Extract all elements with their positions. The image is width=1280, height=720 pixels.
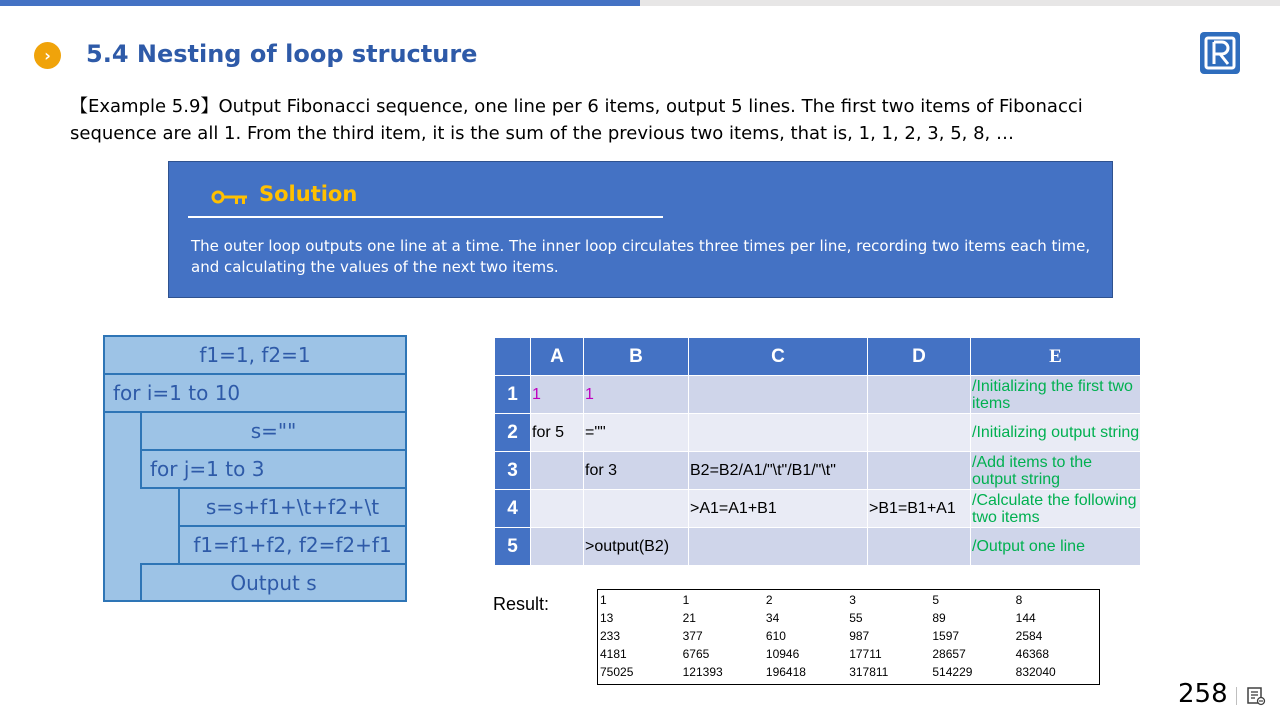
result-cell: 89 [932, 611, 946, 625]
top-gray-bar [640, 0, 1280, 6]
flowchart [103, 335, 407, 602]
result-cell: 1597 [932, 629, 960, 643]
cell-b2: ="" [584, 414, 689, 452]
cell-d4: >B1=B1+A1 [868, 490, 971, 528]
cell-d2 [868, 414, 971, 452]
result-cell: 28657 [932, 647, 966, 661]
chevron-right-icon: › [34, 42, 61, 69]
cell-e1: /Initializing the first two items [971, 376, 1141, 414]
col-header-d: D [868, 338, 971, 376]
cell-e5: /Output one line [971, 528, 1141, 566]
table-row [495, 528, 1141, 566]
row-header: 3 [495, 452, 531, 490]
row-header: 5 [495, 528, 531, 566]
table-row [495, 376, 1141, 414]
page-number: 258 [1178, 679, 1228, 709]
result-cell: 3 [849, 593, 856, 607]
col-header-b: B [584, 338, 689, 376]
result-cell: 377 [682, 629, 703, 643]
cell-c4: >A1=A1+B1 [689, 490, 868, 528]
cell-d3 [868, 452, 971, 490]
result-cell: 514229 [932, 665, 973, 679]
example-description: 【Example 5.9】Output Fibonacci sequence, one line per 6 items, output 5 lines. The first two items of Fibonacci sequence are all 1. From the third item, it is the sum of the previous two items, that is, 1, 1, 2, 3, 5, 8, … [70, 96, 1083, 144]
table-row [495, 490, 1141, 528]
cell-c2 [689, 414, 868, 452]
flow-step-outer-loop: for i=1 to 10 [103, 373, 407, 413]
result-cell: 34 [765, 611, 780, 625]
result-cell: 4181 [600, 647, 627, 661]
result-cell: 121393 [682, 665, 723, 679]
cell-b3: for 3 [584, 452, 689, 490]
result-cell: 2584 [1015, 629, 1043, 643]
row-header: 4 [495, 490, 531, 528]
result-cell: 832040 [1015, 665, 1056, 679]
result-cell: 21 [682, 611, 696, 625]
result-cell: 317811 [849, 665, 889, 679]
result-output [597, 589, 1100, 685]
col-header-a: A [531, 338, 584, 376]
grid-corner [495, 338, 531, 376]
row-header: 1 [495, 376, 531, 414]
solution-divider [188, 216, 663, 218]
flow-step-init: f1=1, f2=1 [103, 335, 407, 375]
result-cell: 17711 [849, 647, 882, 661]
cell-a5 [531, 528, 584, 566]
result-label: Result: [493, 594, 550, 614]
result-cell: 2 [765, 593, 773, 607]
result-cell: 55 [849, 611, 863, 625]
flow-step-compute: f1=f1+f2, f2=f2+f1 [178, 525, 407, 565]
solution-title: Solution [259, 182, 358, 206]
cell-c1 [689, 376, 868, 414]
cell-a4 [531, 490, 584, 528]
result-cell: 196418 [765, 665, 806, 679]
code-grid [494, 337, 1141, 566]
result-row [600, 591, 1099, 609]
cell-e2: /Initializing output string [971, 414, 1141, 452]
cell-b4 [584, 490, 689, 528]
table-row [495, 414, 1141, 452]
top-accent-bar [0, 0, 640, 6]
result-cell: 987 [849, 629, 870, 643]
flow-step-reset-s: s="" [140, 411, 407, 451]
result-cell: 1 [682, 593, 690, 607]
solution-text: The outer loop outputs one line at a time. The inner loop circulates three times per line, recording two items each time, and calculating the values of the next two items. [191, 237, 1091, 276]
flow-step-append: s=s+f1+\t+f2+\t [178, 487, 407, 527]
cell-e3: /Add items to the output string [971, 452, 1141, 490]
cell-b1: 1 [584, 376, 689, 414]
result-cell: 233 [600, 629, 621, 643]
result-cell: 46368 [1015, 647, 1050, 661]
result-row [600, 627, 1099, 645]
result-cell: 8 [1015, 593, 1023, 607]
cell-c5 [689, 528, 868, 566]
result-cell: 13 [600, 611, 614, 625]
result-table [600, 591, 1099, 681]
cell-c3: B2=B2/A1/"\t"/B1/"\t" [689, 452, 868, 490]
result-cell: 10946 [765, 647, 800, 661]
row-header: 2 [495, 414, 531, 452]
result-row [600, 645, 1099, 663]
notes-icon[interactable] [1246, 686, 1266, 706]
result-cell: 6765 [682, 647, 710, 661]
flow-step-output: Output s [140, 563, 407, 602]
flow-step-inner-loop: for j=1 to 3 [140, 449, 407, 489]
key-icon [211, 187, 249, 207]
cell-a1: 1 [531, 376, 584, 414]
cell-a3 [531, 452, 584, 490]
cell-b5: >output(B2) [584, 528, 689, 566]
cell-d1 [868, 376, 971, 414]
result-cell: 144 [1015, 611, 1036, 625]
result-cell: 5 [932, 593, 940, 607]
result-cell: 75025 [600, 665, 634, 679]
footer-divider [1236, 687, 1237, 705]
table-row [495, 452, 1141, 490]
cell-d5 [868, 528, 971, 566]
page-title: 5.4 Nesting of loop structure [86, 40, 478, 68]
cell-e4: /Calculate the following two items [971, 490, 1141, 528]
col-header-c: C [689, 338, 868, 376]
result-cell: 1 [600, 593, 607, 607]
solution-panel [168, 161, 1113, 298]
r-logo-icon [1200, 32, 1240, 74]
result-row [600, 609, 1099, 627]
col-header-e: E [971, 338, 1141, 376]
result-row [600, 663, 1099, 681]
cell-a2: for 5 [531, 414, 584, 452]
result-cell: 610 [765, 629, 786, 643]
